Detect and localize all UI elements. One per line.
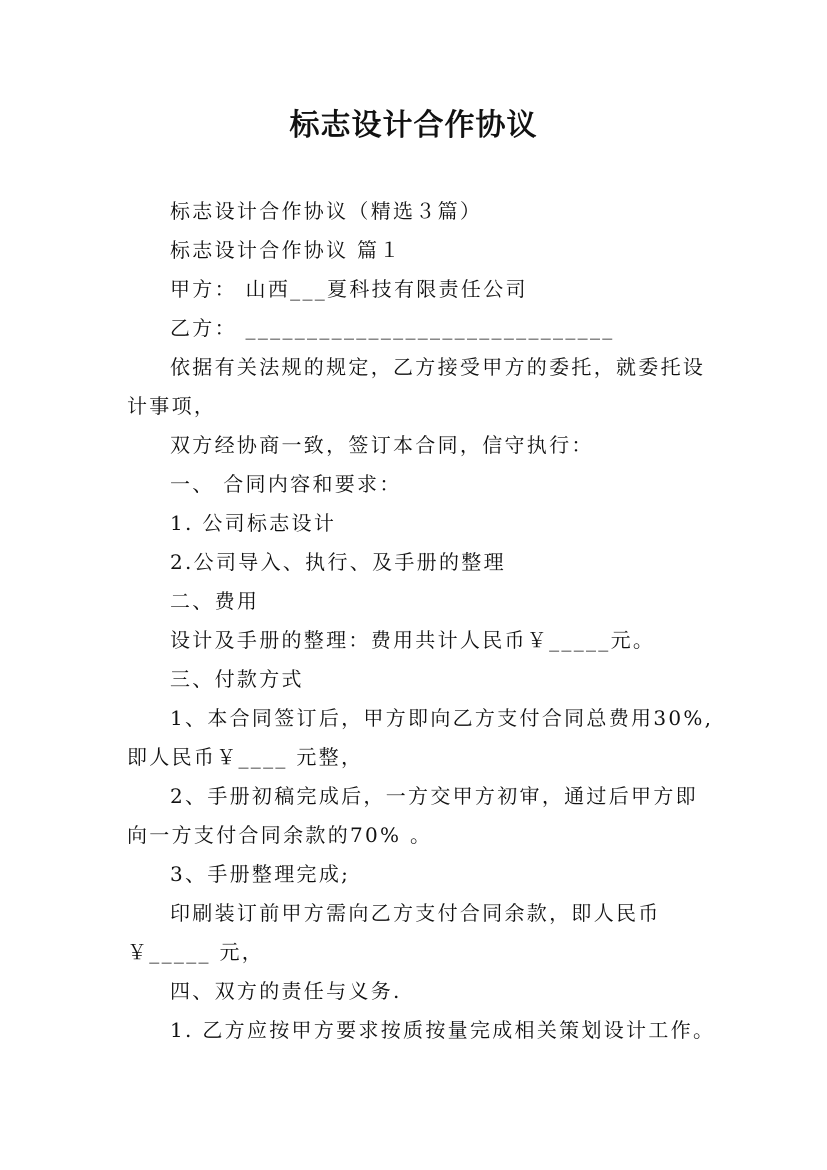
- section-heading: 四、双方的责任与义务.: [170, 979, 402, 1003]
- paragraph-line: 1、本合同签订后，甲方即向乙方支付合同总费用30%,: [170, 706, 714, 730]
- paragraph-line: 设计及手册的整理：费用共计人民币￥_____元。: [170, 628, 656, 652]
- paragraph-line: 印刷装订前甲方需向乙方支付合同余款，即人民币: [170, 901, 661, 925]
- paragraph-line: 1. 乙方应按甲方要求按质按量完成相关策划设计工作。: [170, 1018, 716, 1042]
- section-heading: 三、付款方式: [170, 667, 304, 691]
- party-a-line: 甲方： 山西___夏科技有限责任公司: [170, 277, 528, 301]
- list-item: 2.公司导入、执行、及手册的整理: [170, 550, 506, 574]
- paragraph-line: 依据有关法规的规定，乙方接受甲方的委托，就委托设: [170, 355, 706, 379]
- section-heading: 二、费用: [170, 589, 260, 613]
- section-heading: 一、 合同内容和要求：: [170, 472, 402, 496]
- paragraph-line: ￥_____ 元，: [127, 940, 265, 964]
- paragraph-line: 计事项，: [127, 394, 217, 418]
- paragraph-line: 3、手册整理完成;: [170, 862, 351, 886]
- list-item: 1. 公司标志设计: [170, 511, 337, 535]
- paragraph-line: 双方经协商一致，签订本合同，信守执行：: [170, 433, 594, 457]
- document-title: 标志设计合作协议: [289, 108, 538, 143]
- paragraph-line: 向一方支付合同余款的70% 。: [127, 823, 433, 847]
- paragraph-line: 2、手册初稿完成后，一方交甲方初审，通过后甲方即: [170, 784, 698, 808]
- paragraph-line: 即人民币￥____ 元整，: [127, 745, 364, 769]
- party-b-line: 乙方： ______________________________: [170, 316, 615, 340]
- section-heading: 标志设计合作协议 篇１: [170, 238, 402, 262]
- document-subtitle: 标志设计合作协议（精选３篇）: [170, 199, 483, 223]
